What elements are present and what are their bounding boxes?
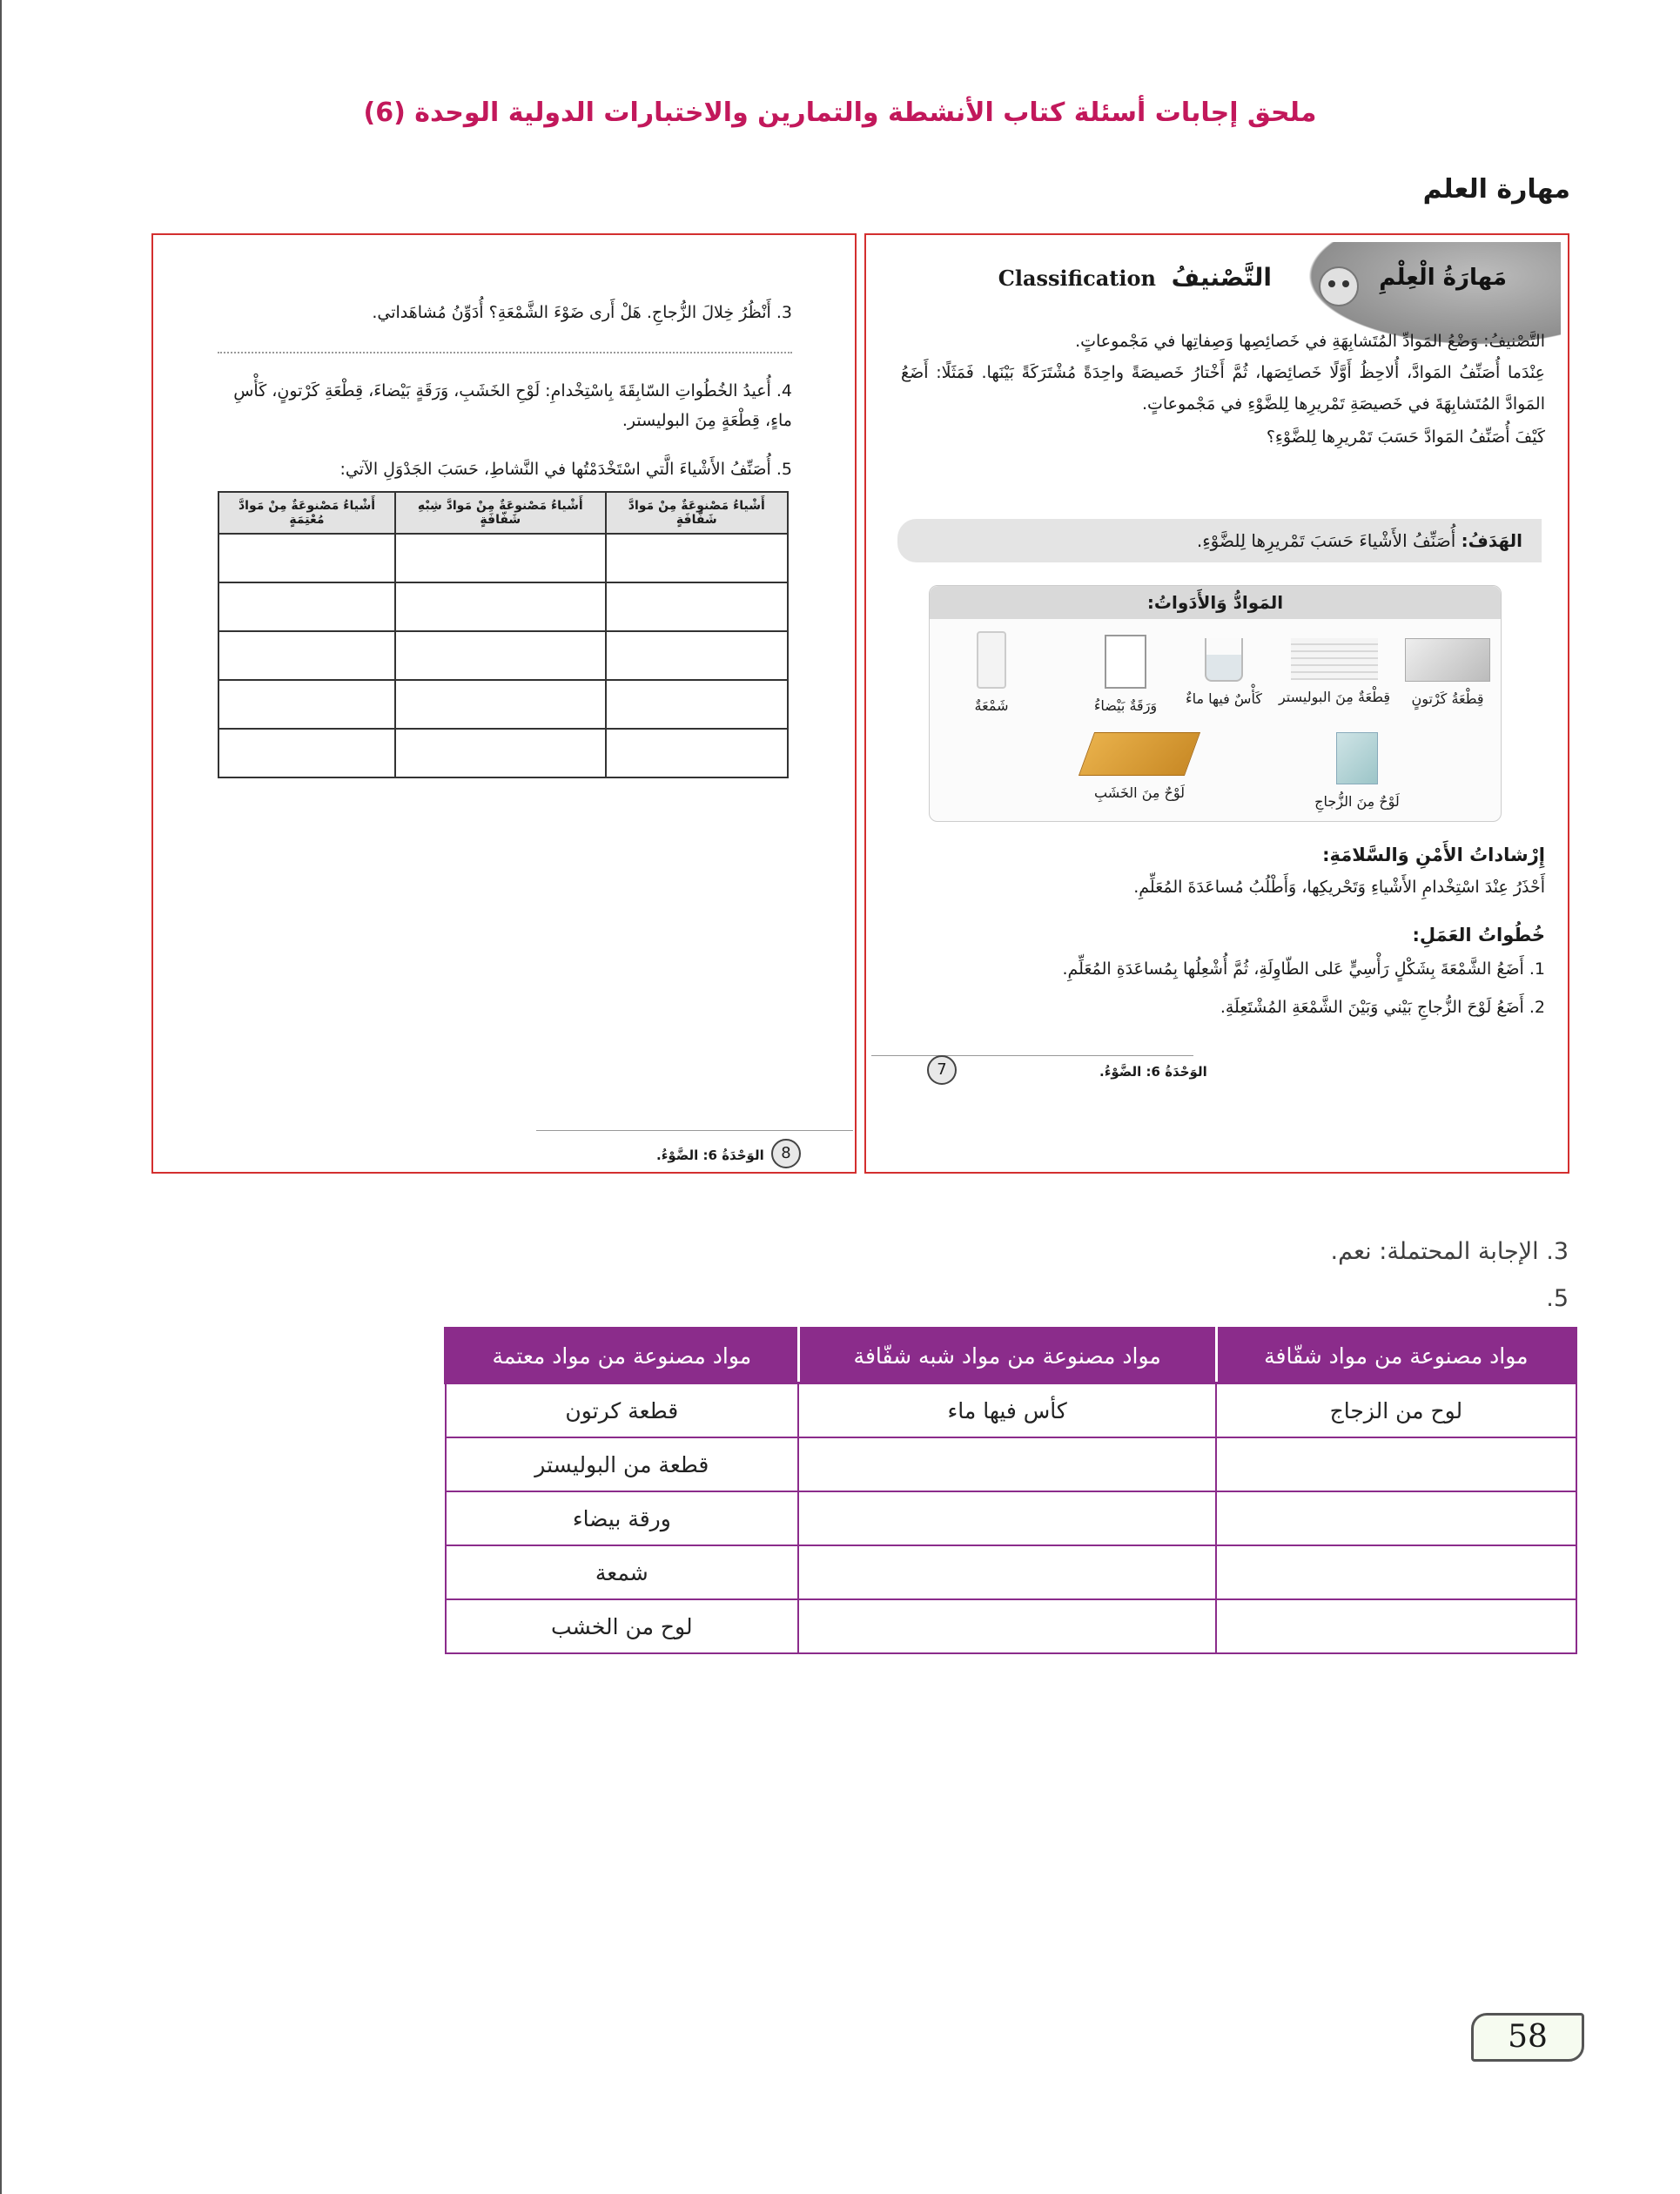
cardboard-image [1405,638,1490,682]
table-cell: كأس فيها ماء [798,1383,1216,1438]
table-row [446,1491,1576,1545]
column-header: أَشْياءُ مَصْنوعَةٌ مِنْ مَوادَّ مُعْتِمَةٍ [218,492,395,534]
section-title: مهارة العلم [1422,174,1570,205]
tool-wood-board [1074,732,1205,801]
safety-title: إِرْشاداتُ الأَمْنِ وَالسَّلامَةِ: [1322,845,1545,865]
table-row [446,1383,1576,1438]
answer-column-header: مواد مصنوعة من مواد شفّافة [1216,1329,1576,1383]
tool-water-glass [1180,638,1267,707]
table-cell: شمعة [446,1545,799,1599]
goal-label: الهَدَفُ: [1461,530,1522,551]
footer-rule [871,1055,1193,1056]
table-cell [798,1599,1216,1653]
table-cell: قطعة من البوليستر [446,1437,799,1491]
question-3: 3. أَنْظُرُ خِلالَ الزُّجاجِ. هَلْ أَرى ضَوْءَ الشَّمْعَةِ؟ أُدَوِّنُ مُشاهَداتي. [372,303,792,322]
tools-box [929,585,1502,822]
tool-glass-pane [1309,732,1405,810]
table-cell: لوح من الزجاج [1216,1383,1576,1438]
table-cell [798,1437,1216,1491]
tool-label: قِطْعَةٌ مِنَ البوليستر [1278,689,1391,705]
table-row [218,680,788,729]
table-cell [1216,1599,1576,1653]
intro-definition: التَّصْنيفُ: وَضْعُ المَوادِّ المُتَشابِهَةِ في خَصائِصِها وَصِفاتِها في مَجْموعاتٍ. [1075,332,1545,351]
table-cell: قطعة كرتون [446,1383,799,1438]
tools-title: المَوادُّ وَالأَدَواتُ: [930,586,1501,619]
page-number: 7 [927,1055,957,1085]
table-cell: ورقة بيضاء [446,1491,799,1545]
tool-label: قِطْعَةُ كَرْتونٍ [1411,690,1484,707]
table-row [446,1545,1576,1599]
tool-label: لَوْحٌ مِنَ الزُّجاجِ [1314,793,1400,810]
tool-cardboard [1400,638,1495,707]
footer-rule [536,1130,853,1131]
intro-question: كَيْفَ أُصَنِّفُ المَوادَّ حَسَبَ تَمْريرِها لِلضَّوْءِ؟ [1266,427,1545,447]
lesson-title-en: Classification [998,266,1156,291]
table-row [446,1599,1576,1653]
tool-white-paper [1078,635,1173,714]
page-number: 8 [771,1139,801,1168]
polyester-image [1291,638,1378,680]
wood-image [1079,732,1200,776]
classification-table-blank [218,491,789,778]
table-row [218,631,788,680]
tool-label: شَمْعَةٌ [974,697,1009,714]
table-row [218,582,788,631]
goal-text: أُصَنِّفُ الأَشْياءَ حَسَبَ تَمْريرِها لِلضَّوْءِ. [1196,530,1456,551]
tool-label: لَوْحٌ مِنَ الخَشَبِ [1093,784,1186,801]
table-cell [798,1491,1216,1545]
unit-label: الوَحْدَةُ 6: الضَّوْءُ. [1099,1064,1207,1080]
page-number-58: 58 [1471,2013,1584,2062]
unit-label: الوَحْدَةُ 6: الضَّوْءُ. [656,1147,764,1163]
table-cell [1216,1545,1576,1599]
answer-5-label: 5. [1546,1285,1569,1312]
tool-label: كَأْسٌ فيها ماءٌ [1186,690,1262,707]
page-header-title: ملحق إجابات أسئلة كتاب الأنشطة والتمارين والاختبارات الدولية الوحدة (6) [363,98,1317,128]
table-row [218,729,788,777]
answer-column-header: مواد مصنوعة من مواد شبه شفّافة [798,1329,1216,1383]
candle-image [977,631,1006,689]
page-edge [0,0,2,2194]
glass-image [1205,638,1243,682]
skill-label: مَهارَةُ الْعِلْمِ [1379,265,1507,291]
table-cell [798,1545,1216,1599]
column-header: أَشْياءُ مَصْنوعَةٌ مِنْ مَوادَّ شَفّافَةٍ [606,492,788,534]
lesson-title-ar: التَّصْنيفُ [1171,263,1272,292]
table-cell [1216,1491,1576,1545]
steps-title: خُطُواتُ العَمَلِ: [1412,925,1545,946]
question-4: 4. أُعيدُ الخُطُواتِ السّابِقَةَ بِاسْتِخْدامِ: لَوْحِ الخَشَبِ، وَرَقَةٍ بَيْضاءَ، قِطْعَةِ كَرْتونٍ، كَأْسِ ماءٍ، قِطْعَةٍ مِنَ البوليستر. [233,381,792,430]
tool-label: وَرَقَةٌ بَيْضاءُ [1093,697,1158,714]
textbook-page-8 [151,233,857,1174]
answer-column-header: مواد مصنوعة من مواد معتمة [446,1329,799,1383]
table-row [446,1437,1576,1491]
robot-icon [1319,266,1359,306]
textbook-page-7 [864,233,1569,1174]
table-cell: لوح من الخشب [446,1599,799,1653]
step-1: 1. أَضَعُ الشَّمْعَةَ بِشَكْلٍ رَأْسِيٍّ عَلى الطّاوِلَةِ، ثُمَّ أُشْعِلُها بِمُساعَدَةِ المُعَلِّمِ. [1062,959,1545,979]
lesson-title [998,263,1272,292]
tool-candle [952,631,1031,714]
answer-3: 3. الإجابة المحتملة: نعم. [1330,1238,1569,1265]
step-2: 2. أَضَعُ لَوْحَ الزُّجاجِ بَيْني وَبَيْنَ الشَّمْعَةِ المُشْتَعِلَةِ. [1220,998,1545,1017]
safety-text: أَحْذَرُ عِنْدَ اسْتِخْدامِ الأَشْياءِ وَتَحْريكِها، وَأَطْلُبُ مُساعَدَةَ المُعَلِّمِ. [1133,878,1545,897]
goal-bar [897,519,1542,562]
glass-pane-image [1336,732,1378,784]
tool-polyester [1278,638,1391,705]
question-5: 5. أُصَنِّفُ الأَشْياءَ الَّتي اسْتَخْدَمْتُها في النَّشاطِ، حَسَبَ الجَدْوَلِ الآتي: [339,460,792,479]
answer-line [218,352,792,353]
table-cell [1216,1437,1576,1491]
intro-explanation: عِنْدَما أُصَنِّفُ المَوادَّ، أُلاحِظُ أَوَّلًا خَصائِصَها، ثُمَّ أَخْتارُ خَصيصَةً واحِدَةً مُشْتَرَكَةً بَيْنَها. فَمَثَلًا: أَضَعُ المَوادَّ المُتَشابِهَةَ في خَصيصَةِ تَمْريرِها لِلضَّوْءِ في مَجْموعاتٍ. [901,363,1545,414]
table-row [218,534,788,582]
answer-table [444,1327,1577,1654]
paper-image [1105,635,1146,689]
column-header: أَشْياءُ مَصْنوعَةٌ مِنْ مَوادَّ شِبْهِ شَفّافَةٍ [395,492,606,534]
